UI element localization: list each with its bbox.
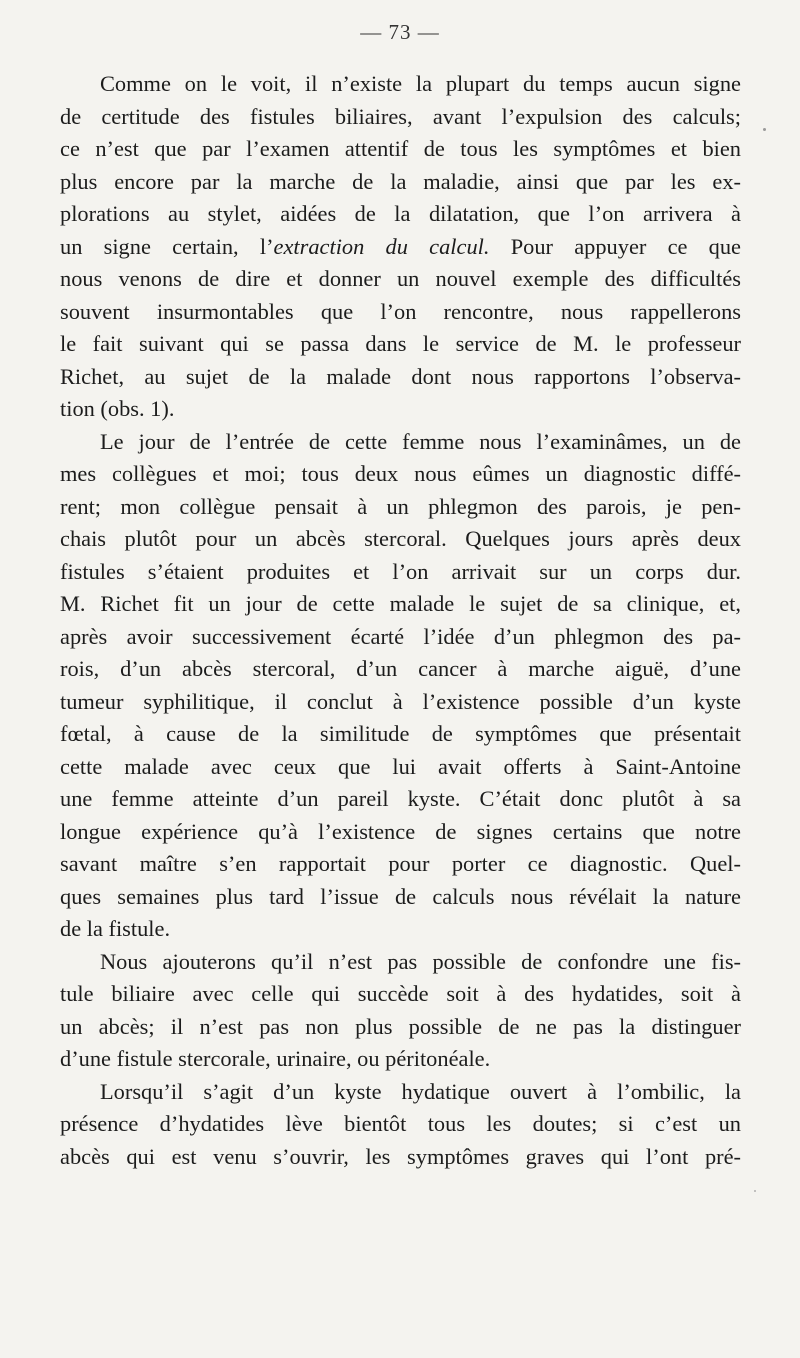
text-line [60,198,741,231]
text-run: abcès qui est venu s’ouvrir, les symptômes graves qui l’ont pré- [60,1143,741,1169]
text-run: tumeur syphilitique, il conclut à l’existence possible d’un kyste [60,688,741,714]
text-line [60,978,741,1011]
text-run: plorations au stylet, aidées de la dilatation, que l’on arrivera à [60,201,741,226]
text-run: plus encore par la marche de la maladie, ainsi que par les ex- [60,168,741,194]
text-line [60,621,741,654]
text-line [60,393,741,426]
page-number: — 73 — [360,20,440,44]
text-run: souvent insurmontables que l’on rencontre, nous rappellerons [60,298,741,324]
body-text [60,68,741,1173]
text-line [60,1076,741,1109]
text-line [60,133,741,166]
text-line [60,296,741,329]
text-line [60,166,741,199]
text-run: tion (obs. 1). [60,396,175,421]
text-run: ce n’est que par l’examen attentif de tous les symptômes et bien [60,136,741,161]
text-line [60,1011,741,1044]
text-line [60,881,741,914]
text-run: d’une fistule stercorale, urinaire, ou péritonéale. [60,1046,491,1071]
text-run: tule biliaire avec celle qui succède soit à des hydatides, soit à [60,981,741,1006]
text-run: savant maître s’en rapportait pour porter ce diagnostic. Quel- [60,851,741,876]
text-run: Le jour de l’entrée de cette femme nous l’examinâmes, un de [100,428,741,454]
text-line [60,783,741,816]
paper-speck [763,128,766,131]
text-line [60,458,741,491]
text-run: nous venons de dire et donner un nouvel exemple des difficultés [60,266,741,291]
text-run: Lorsqu’il s’agit d’un kyste hydatique ouvert à l’ombilic, la [100,1078,741,1104]
text-line [60,1141,741,1174]
text-run: mes collègues et moi; tous deux nous eûmes un diagnostic diffé- [60,461,741,486]
text-line [60,816,741,849]
text-run: un signe certain, l’ [60,233,274,259]
text-line [60,913,741,946]
italic-text-run: extraction du calcul. [273,233,490,259]
text-run: M. Richet fit un jour de cette malade le sujet de sa clinique, et, [60,591,741,616]
text-run: Pour appuyer ce que [489,233,741,259]
text-line [60,491,741,524]
text-run: le fait suivant qui se passa dans le service de M. le professeur [60,331,741,356]
text-run: présence d’hydatides lève bientôt tous les doutes; si c’est un [60,1111,741,1136]
text-line [60,1043,741,1076]
text-line [60,946,741,979]
text-line [60,328,741,361]
text-run: cette malade avec ceux que lui avait offerts à Saint-Antoine [60,753,741,779]
text-run: longue expérience qu’à l’existence de signes certains que notre [60,818,741,844]
text-run: Comme on le voit, il n’existe la plupart du temps aucun signe [100,71,741,96]
text-line [60,653,741,686]
text-line [60,68,741,101]
text-run: fœtal, à cause de la similitude de symptômes que présentait [60,721,741,746]
text-run: rent; mon collègue pensait à un phlegmon des parois, je pen- [60,493,741,519]
text-line [60,263,741,296]
text-run: de certitude des fistules biliaires, avant l’expulsion des calculs; [60,103,741,129]
text-run: une femme atteinte d’un pareil kyste. C’était donc plutôt à sa [60,786,741,811]
text-run: ques semaines plus tard l’issue de calculs nous révélait la nature [60,883,741,909]
text-line [60,718,741,751]
text-line [60,426,741,459]
text-line [60,231,741,264]
text-run: Nous ajouterons qu’il n’est pas possible de confondre une fis- [100,948,741,974]
text-line [60,101,741,134]
text-run: de la fistule. [60,916,171,941]
text-run: rois, d’un abcès stercoral, d’un cancer à marche aiguë, d’une [60,656,741,681]
text-line [60,523,741,556]
text-run: Richet, au sujet de la malade dont nous rapportons l’observa- [60,363,741,389]
text-run: un abcès; il n’est pas non plus possible de ne pas la distinguer [60,1013,741,1039]
text-line [60,1108,741,1141]
paper-speck [754,1190,756,1192]
text-line [60,588,741,621]
text-line [60,556,741,589]
text-run: après avoir successivement écarté l’idée d’un phlegmon des pa- [60,623,741,649]
text-line [60,361,741,394]
text-line [60,686,741,719]
text-run: chais plutôt pour un abcès stercoral. Quelques jours après deux [60,526,741,551]
text-line [60,848,741,881]
text-run: fistules s’étaient produites et l’on arrivait sur un corps dur. [60,558,741,584]
text-line [60,751,741,784]
